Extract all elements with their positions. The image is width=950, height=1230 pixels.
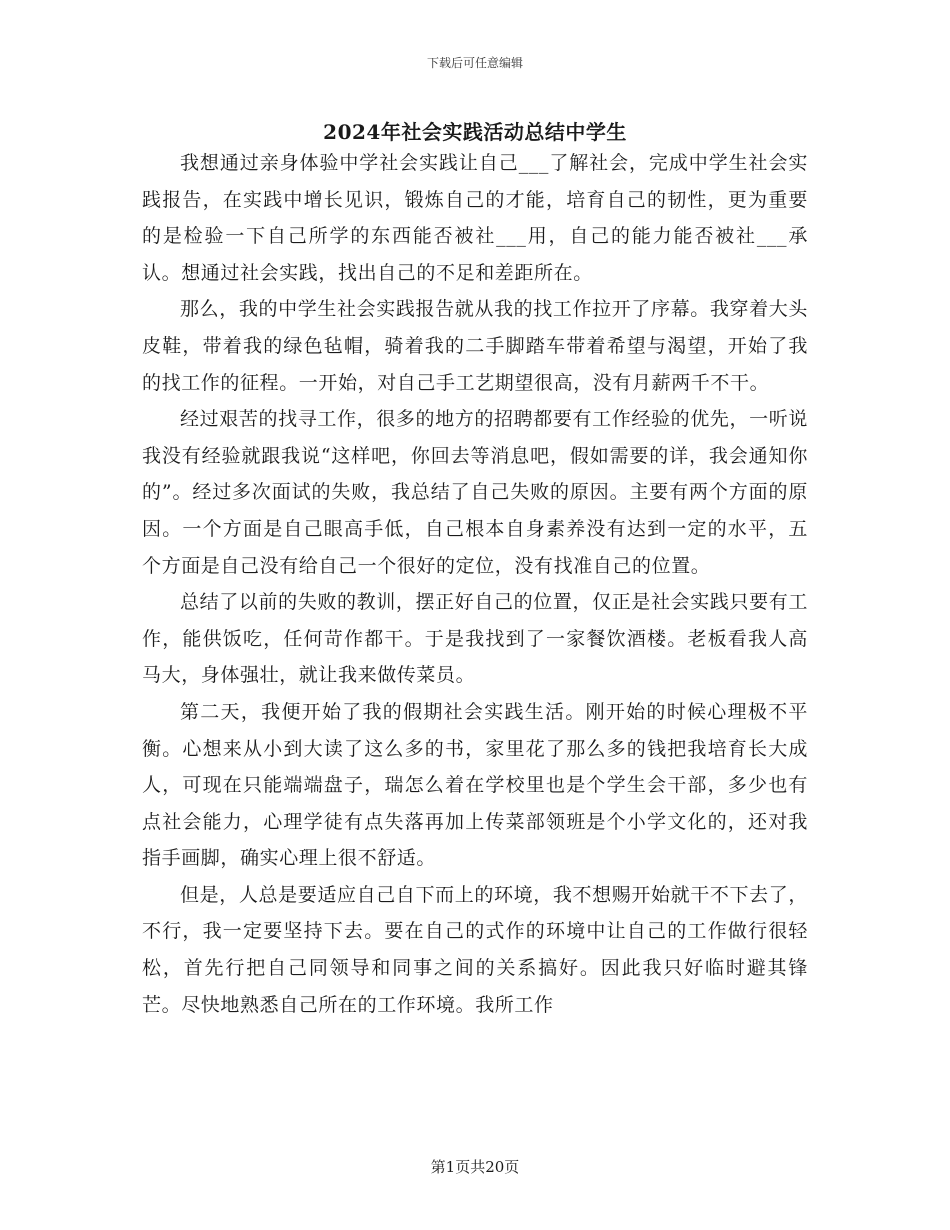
paragraph: 那么，我的中学生社会实践报告就从我的找工作拉开了序幕。我穿着大头皮鞋，带着我的绿色毡帽，骑着我的二手脚踏车带着希望与渴望，开始了我的找工作的征程。一开始，对自己手工艺期望很高，没有月薪两千不干。 [142,298,808,394]
header-note: 下载后可任意编辑 [426,56,523,70]
document-title: 2024年社会实践活动总结中学生 [323,120,627,144]
paragraph: 我想通过亲身体验中学社会实践让自己___了解社会，完成中学生社会实践报告，在实践中增长见识，锻炼自己的才能，培育自己的韧性，更为重要的是检验一下自己所学的东西能否被社___用，自己的能力能否被社___承认。想通过社会实践，找出自己的不足和差距所在。 [142,152,808,284]
document-body [142,145,808,1023]
paragraph: 但是，人总是要适应自己自下而上的环境，我不想赐开始就干不下去了，不行，我一定要坚持下去。要在自己的式作的环境中让自己的工作做行很轻松，首先行把自己同领导和同事之间的关系搞好。因此我只好临时避其锋芒。尽快地熟悉自己所在的工作环境。我所工作 [142,883,808,1016]
paragraph: 第二天，我便开始了我的假期社会实践生活。刚开始的时候心理极不平衡。心想来从小到大读了这么多的书，家里花了那么多的钱把我培育长大成人，可现在只能端端盘子，瑞怎么着在学校里也是个学生会干部，多少也有点社会能力，心理学徒有点失落再加上传菜部领班是个小学文化的，还对我指手画脚，确实心理上很不舒适。 [142,700,808,870]
paragraph: 总结了以前的失败的教训，摆正好自己的位置，仅正是社会实践只要有工作，能供饭吃，任何苛作都干。于是我找到了一家餐饮酒楼。老板看我人高马大，身体强壮，就让我来做传菜员。 [142,591,808,687]
page-number: 第1页共20页 [430,1158,520,1176]
paragraph: 经过艰苦的找寻工作，很多的地方的招聘都要有工作经验的优先，一听说我没有经验就跟我说“这样吧，你回去等消息吧，假如需要的详，我会通知你的”。经过多次面试的失败，我总结了自己失败的原因。主要有两个方面的原因。一个方面是自己眼高手低，自己根本自身素养没有达到一定的水平，五个方面是自己没有给自己一个很好的定位，没有找准自己的位置。 [142,408,808,577]
